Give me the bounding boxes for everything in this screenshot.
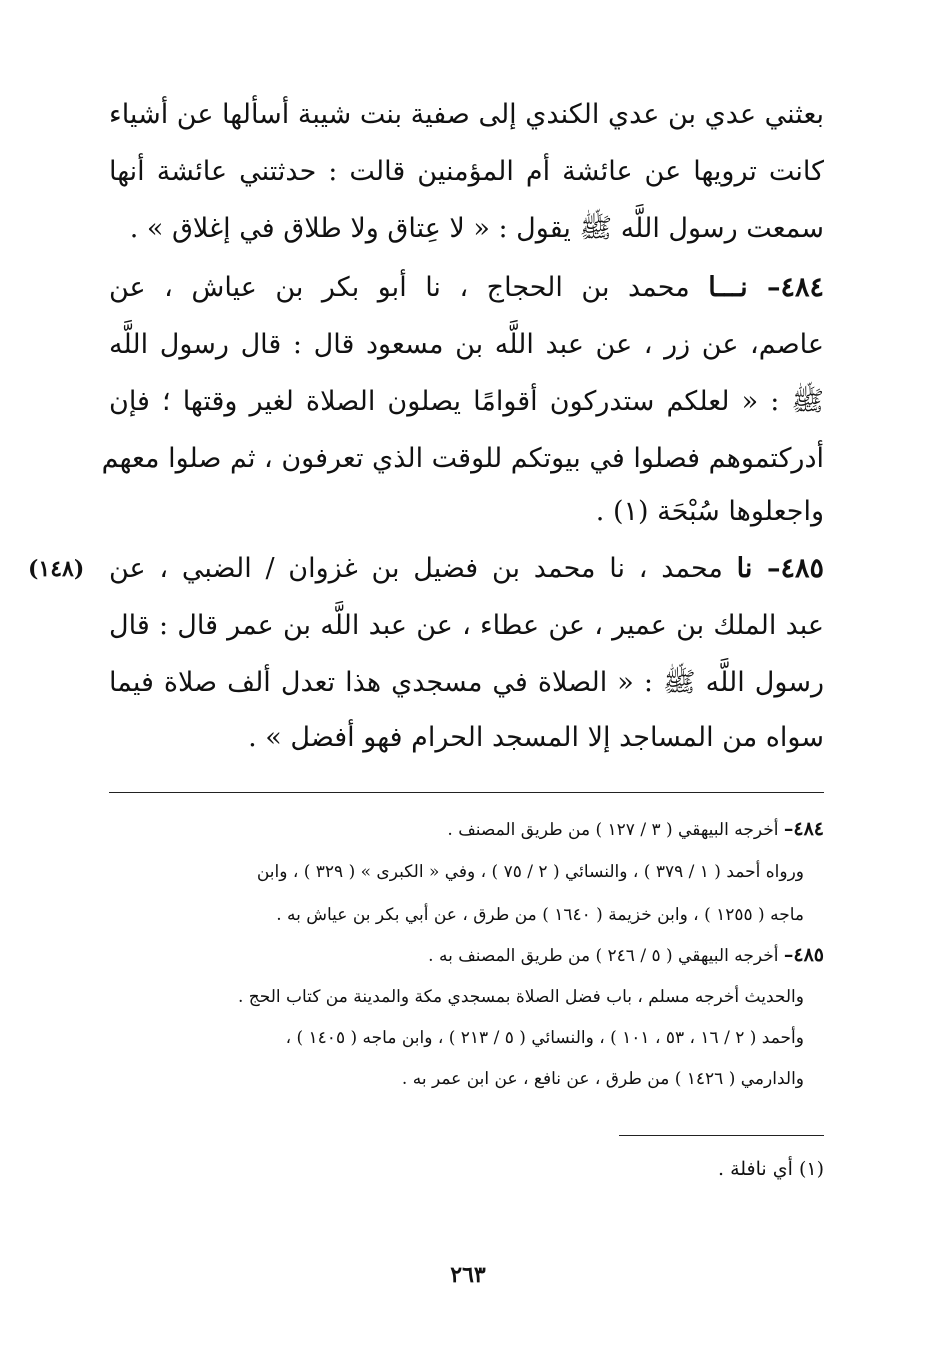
footnote-text: أخرجه البيهقي ( ٥ / ٢٤٦ ) من طريق المصنف به . (428, 946, 779, 966)
hadith-text: محمد بن الحجاج ، نا أبو بكر بن عياش ، عن (109, 272, 690, 303)
footnote-line (109, 942, 824, 969)
footnote-line: وأحمد ( ٢ / ١٦ ، ٥٣ ، ١٠١ ) ، والنسائي ( ٥ / ٢١٣ ) ، وابن ماجه ( ١٤٠٥ ) ، (285, 1028, 804, 1048)
margin-note: (١) أي نافلة . (718, 1158, 824, 1180)
footnote-separator (109, 792, 824, 793)
margin-reference: (١٤٨) (28, 556, 85, 582)
text-line: ﷺ : « لعلكم ستدركون أقوامًا يصلون الصلاة لغير وقتها ؛ فإن (109, 386, 824, 417)
hadith-484-first-line (109, 268, 824, 308)
footnote-number: ٤٨٤– (783, 818, 824, 840)
text-line: عبد الملك بن عمير ، عن عطاء ، عن عبد اللَّه بن عمر قال : قال (109, 610, 824, 641)
footnote-line (109, 816, 824, 843)
hadith-number: ٤٨٤– نـــا (708, 272, 824, 303)
text-line: عاصم، عن زر ، عن عبد اللَّه بن مسعود قال : قال رسول اللَّه (109, 329, 824, 360)
footnote-line: والحديث أخرجه مسلم ، باب فضل الصلاة بمسجدي مكة والمدينة من كتاب الحج . (237, 987, 804, 1007)
footnote-number: ٤٨٥– (783, 944, 824, 966)
text-line: أدركتموهم فصلوا في بيوتكم للوقت الذي تعرفون ، ثم صلوا معهم (101, 443, 824, 474)
text-line: واجعلوها سُبْحَة (١) . (595, 496, 824, 527)
hadith-485-first-line (109, 549, 824, 589)
text-line: سواه من المساجد إلا المسجد الحرام فهو أفضل » . (248, 722, 824, 753)
page-number: ٢٦٣ (450, 1262, 486, 1288)
hadith-number: ٤٨٥– نا (736, 553, 824, 584)
footnote-line: ورواه أحمد ( ١ / ٣٧٩ ) ، والنسائي ( ٢ / ٧٥ ) ، وفي « الكبرى » ( ٣٢٩ ) ، وابن (256, 862, 804, 882)
text-line: رسول اللَّه ﷺ : « الصلاة في مسجدي هذا تعدل ألف صلاة فيما (109, 667, 824, 698)
text-line: سمعت رسول اللَّه ﷺ يقول : « لا عِتاق ولا طلاق في إغلاق » . (129, 213, 824, 244)
footnote-line: ماجه ( ١٢٥٥ ) ، وابن خزيمة ( ١٦٤٠ ) من طرق ، عن أبي بكر بن عياش به . (276, 905, 804, 925)
footnote-text: أخرجه البيهقي ( ٣ / ١٢٧ ) من طريق المصنف . (447, 820, 779, 840)
note-separator (619, 1135, 824, 1136)
text-line: كانت ترويها عن عائشة أم المؤمنين قالت : حدثتني عائشة أنها (109, 156, 824, 187)
hadith-text: محمد ، نا محمد بن فضيل بن غزوان / الضبي ، عن (109, 553, 723, 584)
footnote-line: والدارمي ( ١٤٢٦ ) من طرق ، عن نافع ، عن ابن عمر به . (401, 1069, 804, 1089)
text-line: بعثني عدي بن عدي الكندي إلى صفية بنت شيبة أسألها عن أشياء (109, 99, 824, 130)
